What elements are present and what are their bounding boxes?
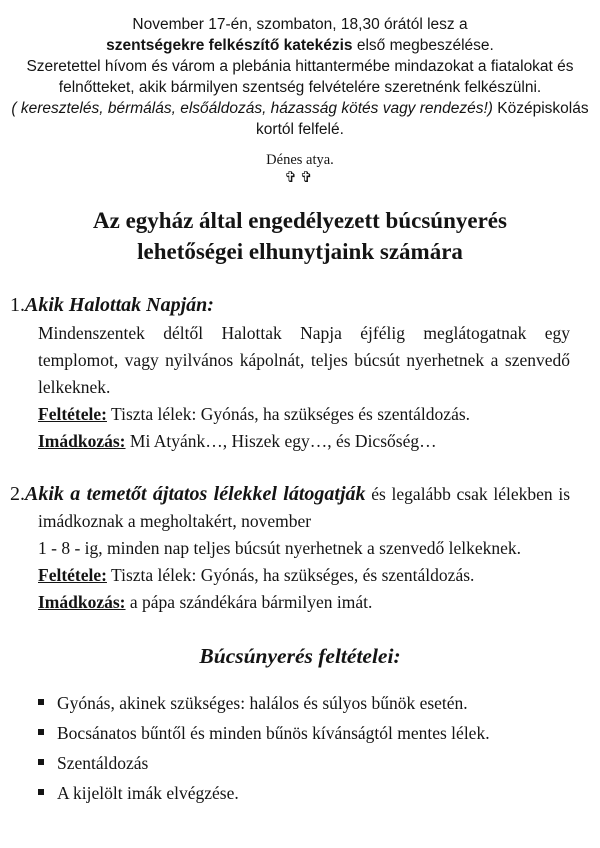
section-2-paragraph (10, 481, 570, 562)
conditions-list (0, 688, 600, 808)
section-1 (10, 291, 570, 455)
section-heading: Akik Halottak Napján: (25, 294, 214, 316)
conditions-title: Búcsúnyerés feltételei: (199, 644, 401, 668)
list-item (38, 688, 600, 718)
section-1-body: Mindenszentek déltől Halottak Napja éjfélig meglátogatnak egy templomot, vagy nyilvános kápolnát, teljes búcsút nyerhetnek a szenvedő lelkeknek. (38, 323, 570, 397)
list-item-text: Szentáldozás (57, 753, 149, 773)
prayer-label: Imádkozás: (38, 431, 126, 451)
condition-label: Feltétele: (38, 404, 107, 424)
announcement-line-1 (8, 14, 592, 35)
list-item-text: A kijelölt imák elvégzése. (57, 783, 239, 803)
section-2-body-part2: 1 - 8 - ig, minden nap teljes búcsút nyerhetnek a szenvedő lelkeknek. (38, 538, 522, 558)
square-bullet-icon (38, 789, 44, 795)
square-bullet-icon (38, 759, 44, 765)
announcement-date-text: November 17-én, szombaton, 18,30 órától lesz a (132, 16, 468, 33)
prayer-text: a pápa szándékára bármilyen imát. (125, 592, 373, 612)
condition-text: Tiszta lélek: Gyónás, ha szükséges és szentáldozás. (106, 404, 471, 424)
square-bullet-icon (38, 699, 44, 705)
section-2-condition-line (38, 562, 570, 589)
sacraments-italic-text: ( keresztelés, bérmálás, elsőáldozás, házasság kötés vagy rendezés!) (11, 100, 493, 117)
sections-container (0, 291, 600, 616)
section-1-heading-line (10, 291, 570, 320)
announcement-line-2 (8, 35, 592, 56)
section-1-prayer-line (38, 428, 570, 455)
announcement-invitation-text: Szeretettel hívom és várom a plebánia hittantermébe mindazokat a fiatalokat és felnőtteket, akik bármilyen szentség felvételére szeretnénk felkészülni. (26, 58, 574, 96)
list-item (38, 778, 600, 808)
page-title-line-2: lehetőségei elhunytjaink számára (137, 239, 463, 264)
signature: Dénes atya. (266, 152, 334, 168)
square-bullet-icon (38, 729, 44, 735)
announcement-block (0, 14, 600, 140)
section-number: 2. (10, 483, 25, 505)
prayer-label: Imádkozás: (38, 592, 126, 612)
list-item-text: Bocsánatos bűntől és minden bűnös kívánságtól mentes lélek. (57, 723, 490, 743)
page-title (0, 205, 600, 267)
cross-icon: ✞ (300, 170, 316, 186)
list-item-text: Gyónás, akinek szükséges: halálos és súlyos bűnök esetén. (57, 693, 468, 713)
section-number: 1. (10, 294, 25, 316)
catechesis-rest-text: első megbeszélése. (352, 37, 494, 54)
sacraments-rest-text: Középiskolás kortól felfelé. (256, 100, 589, 138)
page-title-line-1: Az egyház által engedélyezett búcsúnyerés (93, 208, 507, 233)
catechesis-bold-text: szentségekre felkészítő katekézis (106, 37, 353, 54)
section-2-prayer-line (38, 589, 570, 616)
prayer-text: Mi Atyánk…, Hiszek egy…, és Dicsőség… (125, 431, 437, 451)
condition-label: Feltétele: (38, 565, 107, 585)
section-2-body-part1: és legalább csak lélekben is imádkoznak a megholtakért, november (38, 484, 570, 531)
section-1-condition-line (38, 401, 570, 428)
announcement-sacraments-line (8, 98, 592, 140)
list-item (38, 718, 600, 748)
section-heading: Akik a temetőt ájtatos lélekkel látogatják (25, 483, 366, 505)
condition-text: Tiszta lélek: Gyónás, ha szükséges, és szentáldozás. (106, 565, 475, 585)
cross-icon: ✞ (284, 170, 300, 186)
section-2 (10, 481, 570, 616)
crosses-row (0, 169, 600, 187)
list-item (38, 748, 600, 778)
